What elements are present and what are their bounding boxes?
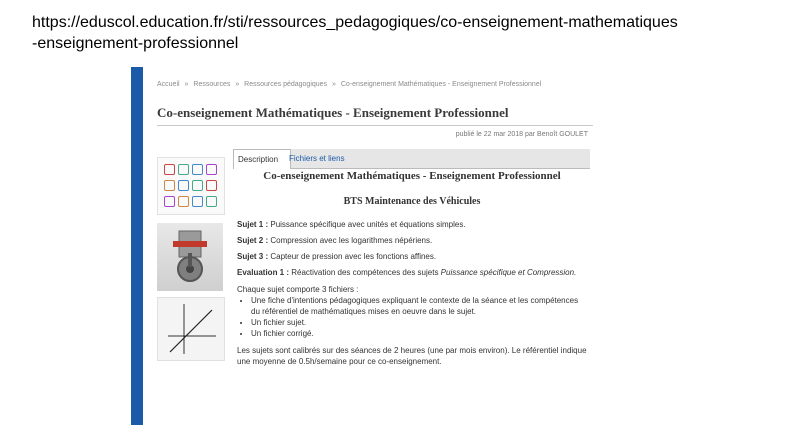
list-item: • Une fiche d'intentions pédagogiques expliquant le contexte de la séance et les compétences du référentiel de mathématiques mises en oeuvre dans le sujet. [251,295,587,317]
list-item: • Un fichier sujet. [251,317,587,328]
discipline-icon[interactable] [192,180,203,191]
discipline-icon[interactable] [206,164,217,175]
breadcrumb-sep: » [332,81,336,88]
discipline-icon[interactable] [164,180,175,191]
content-area [237,171,587,367]
breadcrumb-current: Co-enseignement Mathématiques - Enseignement Professionnel [340,81,542,88]
file-list [237,295,587,339]
subject-label: Sujet 1 : [237,220,269,229]
accent-bar [131,67,143,425]
evaluation-label: Evaluation 1 : [237,268,290,277]
content-subheading: BTS Maintenance des Véhicules [343,196,481,207]
discipline-icon[interactable] [206,180,217,191]
subject-text: Capteur de pression avec les fonctions affines. [270,252,437,261]
tab-description[interactable]: Description [233,149,291,169]
content-heading: Co-enseignement Mathématiques - Enseignement Professionnel [263,170,561,182]
discipline-icon[interactable] [192,164,203,175]
discipline-icon[interactable] [206,196,217,207]
breadcrumb-ressources[interactable]: Ressources [193,81,231,88]
publish-meta: publié le 22 mar 2018 par Benoît GOULET [455,131,588,138]
url-line-2: -enseignement-professionnel [32,35,239,52]
breadcrumb-sep: » [235,81,240,88]
breadcrumb [157,81,544,88]
subject-text: Compression avec les logarithmes népériens. [270,236,433,245]
tab-bar [233,149,590,169]
discipline-icon[interactable] [178,180,189,191]
graph-image [157,297,225,361]
page-screenshot [143,67,600,425]
breadcrumb-pedagogiques[interactable]: Ressources pédagogiques [244,81,328,88]
subject-label: Sujet 2 : [237,236,269,245]
url-line-1: https://eduscol.education.fr/sti/ressources_pedagogiques/co-enseignement-mathematiques [32,14,678,31]
list-item: • Un fichier corrigé. [251,328,587,339]
subject-text: Puissance spécifique avec unités et équations simples. [270,220,466,229]
discipline-icon[interactable] [178,196,189,207]
page-title: Co-enseignement Mathématiques - Enseignement Professionnel [157,105,509,120]
tab-fichiers-et-liens[interactable]: Fichiers et liens [289,154,345,163]
breadcrumb-home[interactable]: Accueil [157,81,180,88]
subject-line [237,219,587,230]
url-text [32,12,782,54]
breadcrumb-sep: » [184,81,189,88]
subject-line [237,235,587,246]
discipline-icon[interactable] [192,196,203,207]
subject-label: Sujet 3 : [237,252,269,261]
evaluation-text: Réactivation des compétences des sujets [291,268,441,277]
subject-line [237,251,587,262]
list-intro: Chaque sujet comporte 3 fichiers : [237,285,359,294]
closing-text: Les sujets sont calibrés sur des séances de 2 heures (une par mois environ). Le référentiel indique une moyenne de 0.5h/semaine pour ce co-enseignement. [237,346,587,366]
discipline-icon[interactable] [164,164,175,175]
title-divider [157,125,593,126]
discipline-icons [157,157,225,215]
discipline-icon[interactable] [164,196,175,207]
engine-image [157,223,223,291]
evaluation-emphasis: Puissance spécifique et Compression. [440,268,577,277]
evaluation-line [237,267,587,278]
discipline-icon[interactable] [178,164,189,175]
